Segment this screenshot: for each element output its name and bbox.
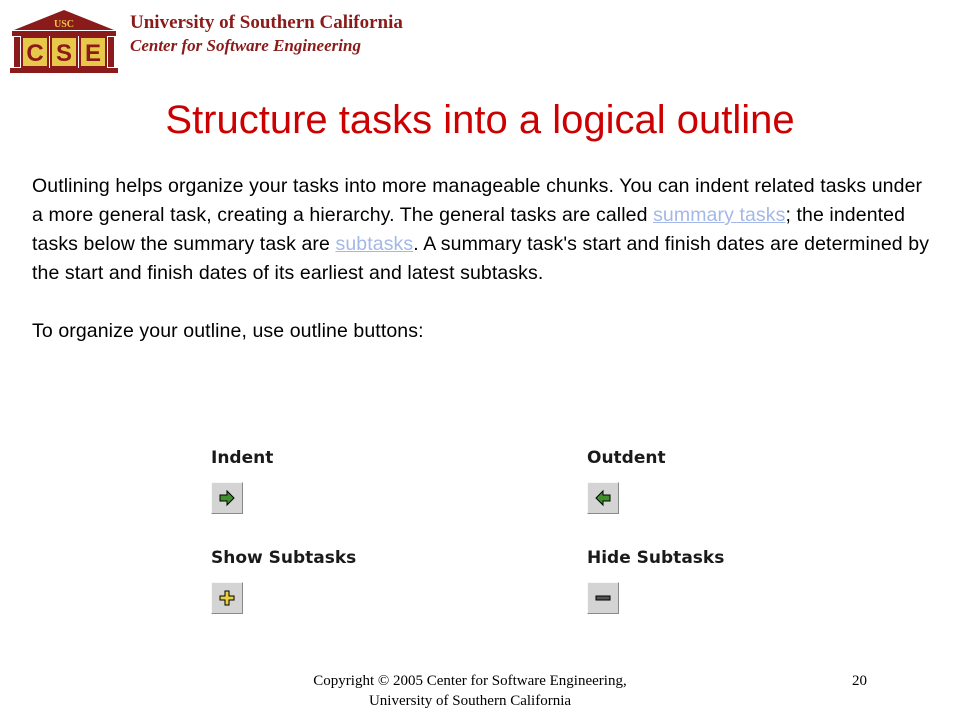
paragraph-organize: To organize your outline, use outline buttons: bbox=[32, 320, 424, 342]
para1-text-1: Outlining helps organize your tasks into more manageable chunks. You can indent related tasks under a more general task, creating a hierarchy. The general tasks are called bbox=[32, 175, 923, 226]
hide-subtasks-label: Hide Subtasks bbox=[587, 548, 725, 568]
copyright-line2: University of Southern California bbox=[368, 693, 572, 709]
plus-icon bbox=[218, 589, 236, 607]
slide-title: Structure tasks into a logical outline bbox=[165, 98, 795, 142]
logo-letter-c: C bbox=[26, 40, 44, 67]
para1-text-3: . A summary task's start and finish dates are determined by the start and finish dates of its earliest and latest subtasks. bbox=[32, 233, 930, 284]
indent-group bbox=[211, 448, 273, 514]
outdent-button[interactable] bbox=[587, 482, 619, 514]
para1-text-2: ; the indented tasks below the summary task are bbox=[32, 204, 906, 255]
logo-beam bbox=[12, 31, 116, 36]
logo-column-left bbox=[14, 37, 20, 67]
org-center-name: Center for Software Engineering bbox=[130, 36, 361, 55]
paragraph-outlining bbox=[32, 172, 932, 288]
logo-letter-s: S bbox=[55, 40, 73, 67]
summary-tasks-link[interactable]: summary tasks bbox=[653, 204, 786, 226]
hide-subtasks-group bbox=[587, 548, 724, 614]
show-subtasks-group bbox=[211, 548, 356, 614]
subtasks-link[interactable]: subtasks bbox=[335, 233, 414, 255]
show-subtasks-button[interactable] bbox=[211, 582, 243, 614]
show-subtasks-label: Show Subtasks bbox=[211, 548, 357, 568]
hide-subtasks-button[interactable] bbox=[587, 582, 619, 614]
arrow-right-icon bbox=[218, 489, 236, 507]
org-heading bbox=[130, 12, 403, 58]
logo-base bbox=[10, 68, 118, 73]
indent-label: Indent bbox=[211, 448, 274, 468]
logo-letter-e: E bbox=[84, 40, 102, 67]
copyright-line1: Copyright © 2005 Center for Software Engineering, bbox=[313, 673, 627, 689]
arrow-left-icon bbox=[594, 489, 612, 507]
logo-column-right bbox=[108, 37, 114, 67]
outdent-group bbox=[587, 448, 666, 514]
copyright-footer bbox=[260, 671, 680, 711]
logo-usc-text: USC bbox=[53, 19, 75, 30]
indent-button[interactable] bbox=[211, 482, 243, 514]
usc-cse-logo bbox=[8, 6, 120, 74]
slide-body bbox=[32, 172, 932, 346]
outdent-label: Outdent bbox=[587, 448, 666, 468]
minus-icon bbox=[594, 589, 612, 607]
org-name: University of Southern California bbox=[130, 12, 403, 33]
page-number: 20 bbox=[852, 673, 867, 689]
